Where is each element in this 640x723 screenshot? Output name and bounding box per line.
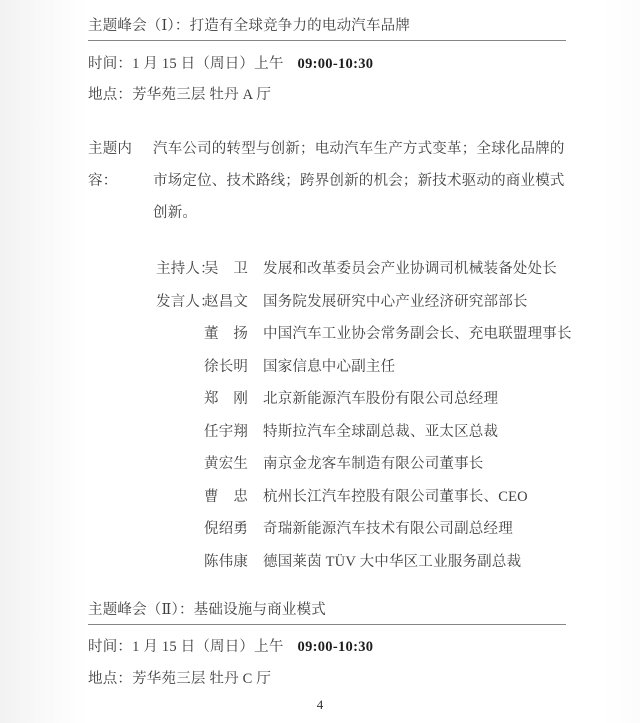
person-label xyxy=(156,351,204,384)
session1-time-prefix: 时间：1 月 15 日（周日）上午 xyxy=(88,56,284,72)
session2-location: 地点：芳华苑三层 牡丹 C 厅 xyxy=(88,671,272,687)
person-row xyxy=(156,546,566,579)
session1-time-row xyxy=(88,56,566,72)
person-name: 吴 卫 xyxy=(204,261,249,277)
person-label xyxy=(156,416,204,449)
session2-time-row xyxy=(88,639,566,655)
person-title: 德国莱茵 TÜV 大中华区工业服务副总裁 xyxy=(263,553,522,570)
person-label xyxy=(156,546,204,579)
session1-location: 地点：芳华苑三层 牡丹 A 厅 xyxy=(88,87,272,103)
person-title: 奇瑞新能源汽车技术有限公司副总经理 xyxy=(263,521,513,537)
person-label xyxy=(156,318,204,351)
person-title: 中国汽车工业协会常务副会长、充电联盟理事长 xyxy=(263,326,572,342)
person-label xyxy=(156,481,204,514)
person-row xyxy=(156,253,566,286)
person-name: 倪绍勇 xyxy=(204,521,249,537)
person-label xyxy=(156,513,204,546)
person-name: 郑 刚 xyxy=(204,391,249,407)
topic-text: 汽车公司的转型与创新；电动汽车生产方式变革；全球化品牌的市场定位、技术路线；跨界创新的机会；新技术驱动的商业模式创新。 xyxy=(153,141,565,221)
person-name: 任宇翔 xyxy=(204,423,249,440)
person-row xyxy=(156,286,566,319)
session2-time-prefix: 时间：1 月 15 日（周日）上午 xyxy=(88,639,284,655)
person-name: 陈伟康 xyxy=(204,553,249,570)
person-row xyxy=(156,448,566,481)
person-name: 黄宏生 xyxy=(204,456,249,472)
person-row xyxy=(156,383,566,416)
session1-topic-block xyxy=(88,133,566,229)
person-title: 南京金龙客车制造有限公司董事长 xyxy=(263,456,484,472)
person-title: 国家信息中心副主任 xyxy=(263,358,396,375)
session2-time-range: 09:00-10:30 xyxy=(297,639,374,655)
person-row xyxy=(156,351,566,384)
person-title: 特斯拉汽车全球副总裁、亚太区总裁 xyxy=(263,423,499,440)
session1-time-range: 09:00-10:30 xyxy=(297,56,374,72)
person-label: 主持人： xyxy=(156,261,215,277)
person-name: 董 扬 xyxy=(204,326,249,342)
person-label xyxy=(156,383,204,416)
session1-heading: 主题峰会（Ⅰ）：打造有全球竞争力的电动汽车品牌 xyxy=(88,18,566,41)
page-content xyxy=(88,18,572,687)
person-title: 国务院发展研究中心产业经济研究部部长 xyxy=(263,293,528,310)
person-title: 北京新能源汽车股份有限公司总经理 xyxy=(263,391,499,407)
person-title: 杭州长江汽车控股有限公司董事长、CEO xyxy=(263,488,528,505)
page-number: 4 xyxy=(316,697,324,712)
session1-people-list xyxy=(156,253,572,578)
person-name: 曹 忠 xyxy=(204,488,249,505)
person-label xyxy=(156,448,204,481)
person-row xyxy=(156,513,566,546)
person-row xyxy=(156,481,566,514)
person-label: 发言人： xyxy=(156,293,215,310)
topic-label: 主题内容： xyxy=(88,141,133,189)
person-name: 徐长明 xyxy=(204,358,249,375)
session2-heading: 主题峰会（Ⅱ）：基础设施与商业模式 xyxy=(88,602,566,625)
person-title: 发展和改革委员会产业协调司机械装备处处长 xyxy=(263,261,557,277)
person-name: 赵昌文 xyxy=(204,293,249,310)
person-row xyxy=(156,318,572,351)
person-row xyxy=(156,416,566,449)
